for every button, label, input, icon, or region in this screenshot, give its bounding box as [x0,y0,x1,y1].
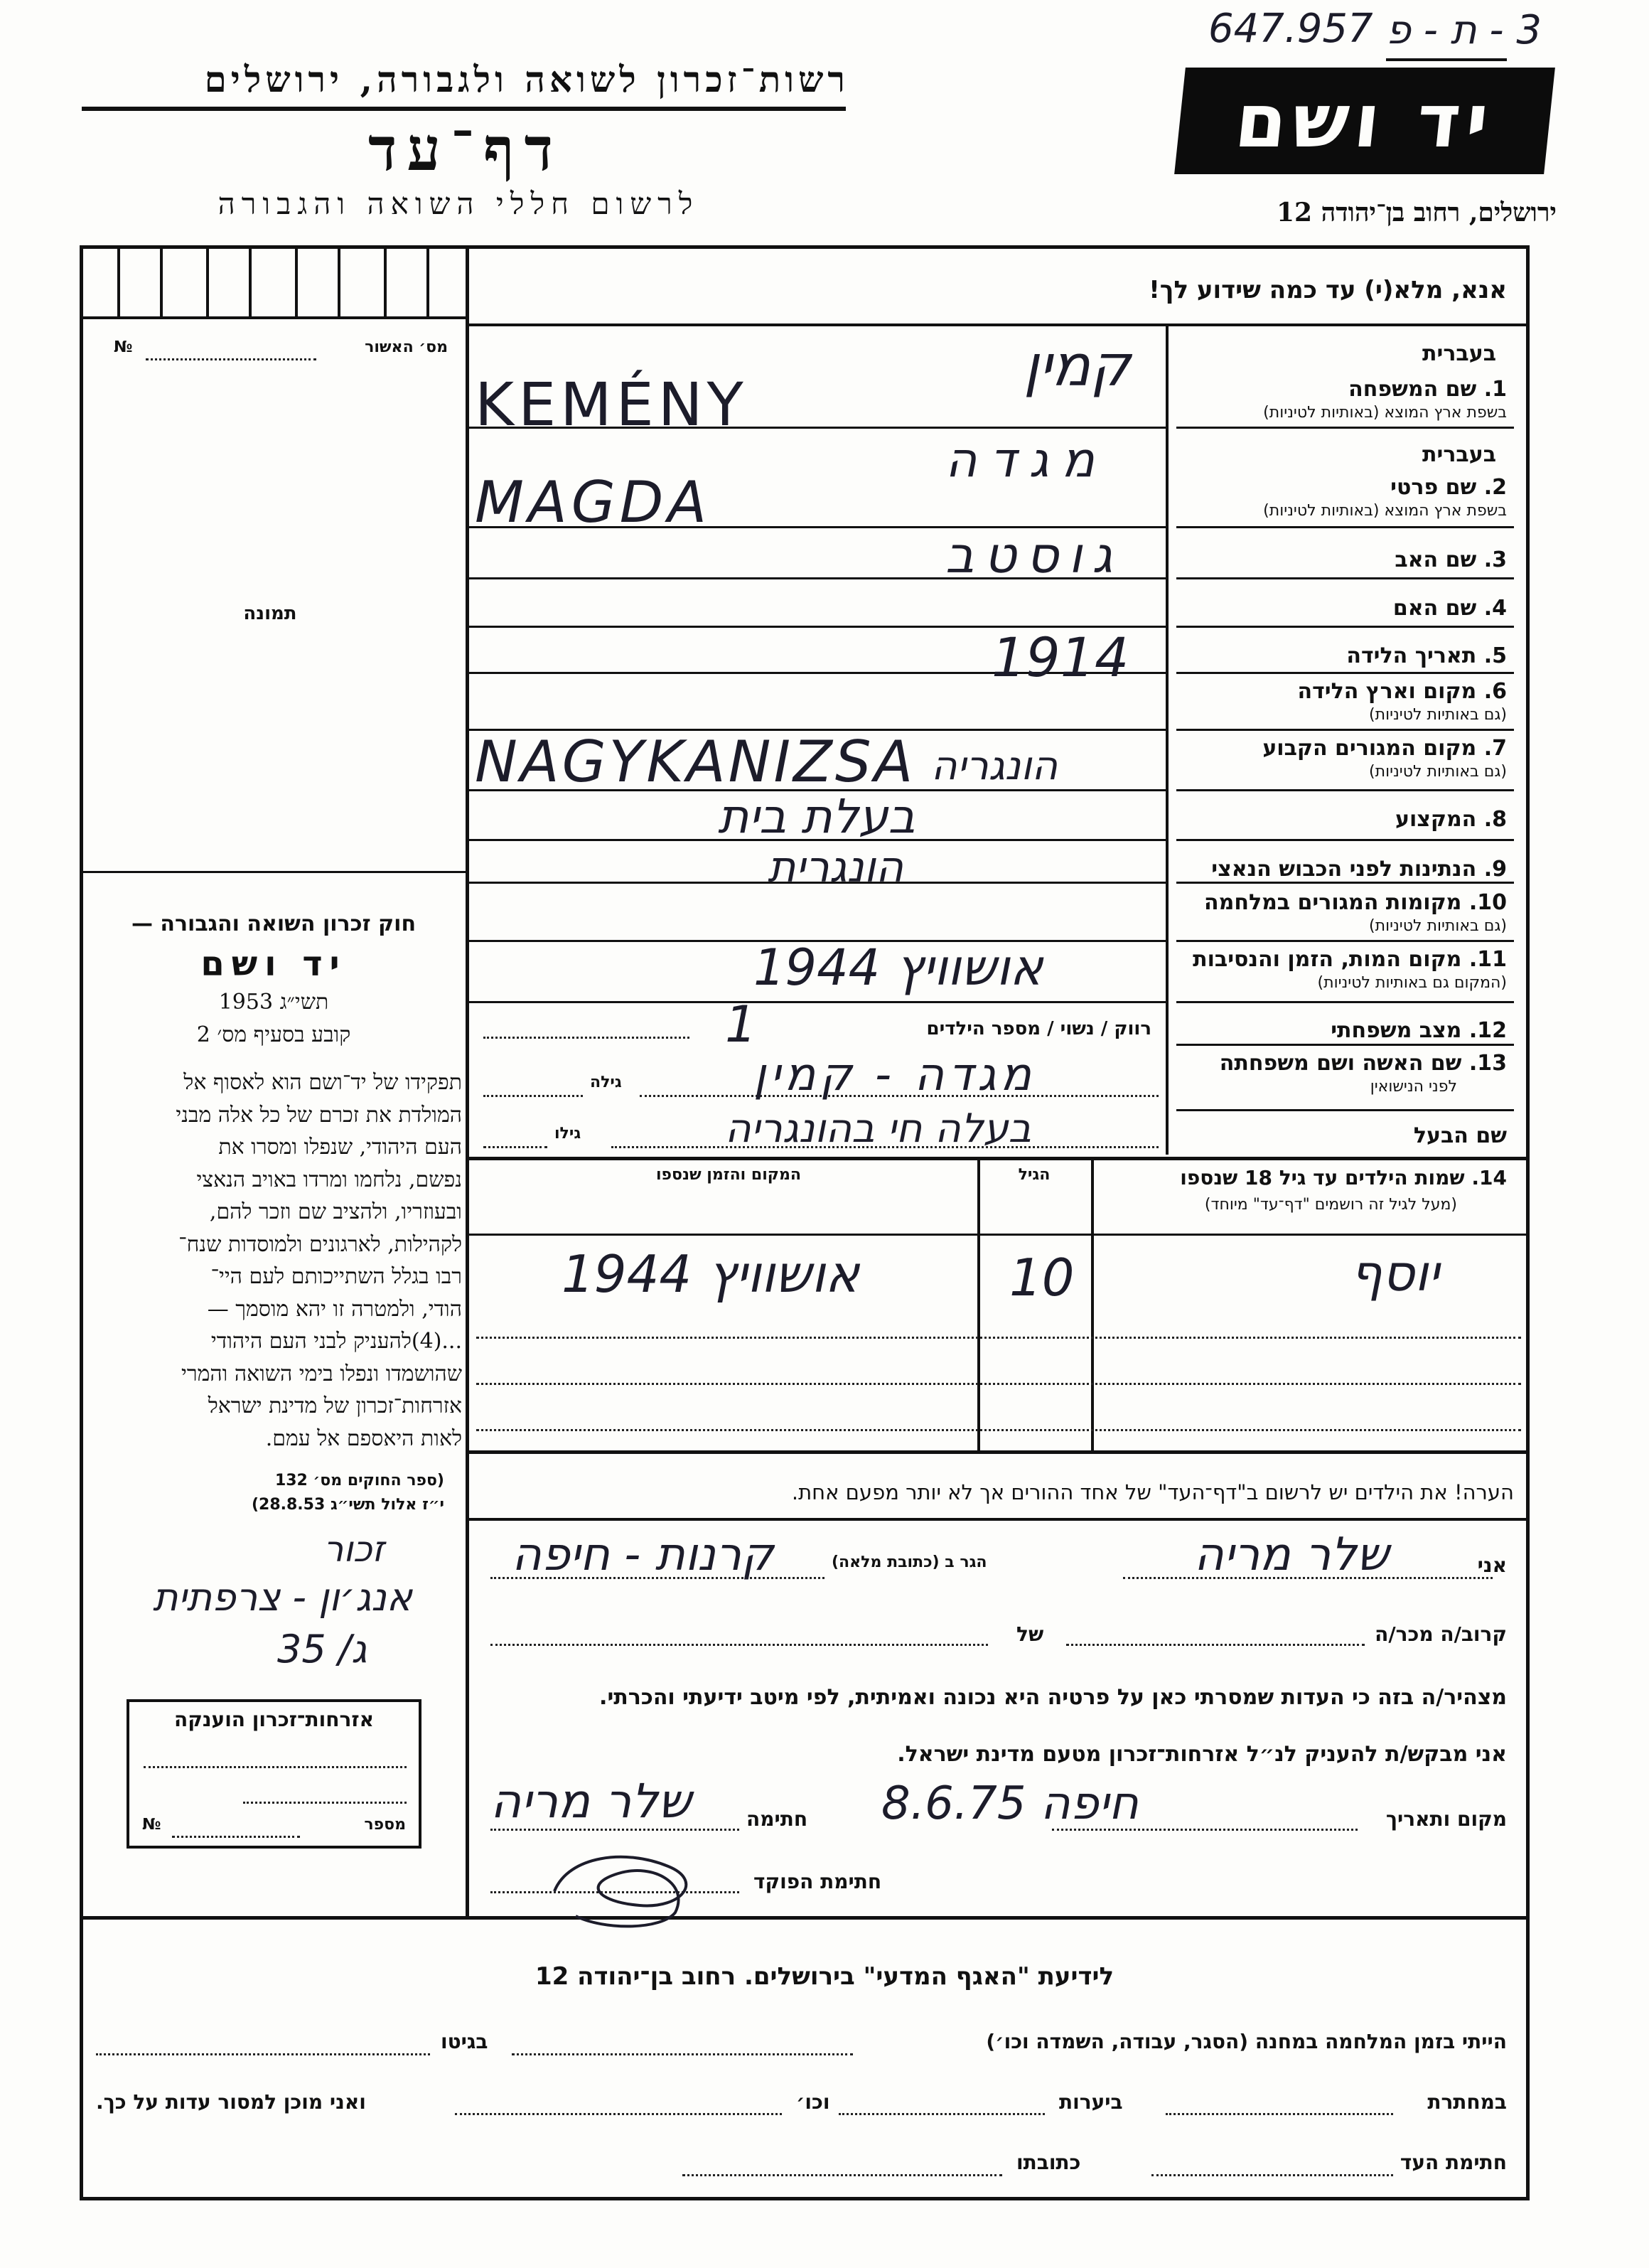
field-7-sub: (גם באותיות לטיניות) [1369,763,1507,781]
field-13-sub: לפני הנישואין [1370,1078,1457,1096]
law-text-line: לקהילות, לארגונים ולמוסדות שנח־ [178,1231,462,1257]
footer-forests-label: ביערות [1059,2090,1123,2114]
law-name: יד ושם [200,944,347,984]
relative-field-2[interactable] [490,1644,988,1646]
death-place-time[interactable]: אושוויץ 1944 [753,938,1043,997]
field-9-text: הנתינות לפני הכבוש הנאצי [1211,857,1477,882]
children-col-2 [1091,1157,1094,1452]
form-intro: אנא, מלא(י) עד כמה שידוע לך! [1149,276,1507,304]
field-1-num: 1. [1483,377,1507,402]
law-text-line: העם היהודי, שנפלו ומסרו את [218,1135,462,1160]
declaration-text: מצהיר/ה בזה כי העדות שמסרתי כאן על פרטיה היא נכונה ואמיתית, לפי מיטב ידיעתי והכרתי. [599,1685,1507,1710]
archive-code-underline [1386,58,1507,61]
residence-latin[interactable]: NAGYKANIZSA [475,729,916,795]
child-death-place[interactable]: אושוויץ 1944 [562,1244,860,1304]
footer-address-field[interactable] [682,2174,1002,2176]
field-2-text: שם פרטי [1390,475,1477,500]
field-1-sub: בשפת ארץ המוצא (באותיות לטיניות) [1263,404,1507,422]
law-text [84,1066,462,1455]
children-col-place: המקום והזמן שנספו [656,1166,801,1184]
footer-etc-field[interactable] [455,2113,782,2115]
signature-label: חתימה [746,1807,808,1831]
child-age[interactable]: 10 [1009,1248,1075,1307]
birth-year[interactable]: 1914 [992,626,1129,689]
law-text-line: נפשם, נלחמו ומרדו באויב הנאצי [196,1167,462,1192]
authority-underline [82,107,846,111]
field-11-num: 11. [1468,947,1507,972]
field-10-label [1204,890,1507,915]
children-label [1180,1166,1507,1189]
wife-name[interactable]: מגדה - קמין [753,1049,1036,1101]
field-11-text: מקום המות, הזמן והנסיבות [1193,947,1462,972]
field-8-num: 8. [1483,807,1507,832]
child-name[interactable]: יוסף [1350,1244,1439,1303]
law-title: חוק זכרון השואה והגבורה — [131,911,417,936]
officer-signature-scribble [540,1841,711,1934]
law-text-line: תפקידו של יד־ושם הוא לאסוף אל [183,1070,462,1095]
father-name[interactable]: גוסטב [945,526,1123,584]
occupation[interactable]: בעלת בית [718,789,915,844]
form-subtitle: לרשום חללי השואה והגבורה [217,186,699,221]
field-4-label [1393,596,1507,621]
declarant-name[interactable]: שלר מריה [1194,1529,1389,1581]
field-11-label [1193,947,1507,972]
law-text-line: לאות היאספם אל עמם. [265,1425,462,1451]
field-5-label [1346,643,1507,668]
field-4-num: 4. [1483,596,1507,621]
field-3-text: שם האב [1395,547,1477,572]
field-12-label [1331,1018,1507,1043]
surname-hebrew[interactable]: קמין [1024,333,1131,399]
signature-field[interactable] [490,1829,739,1831]
law-text-line: ...(4)להעניק לבני העם היהודי [210,1329,462,1354]
field-12-num: 12. [1468,1018,1507,1043]
field-3-num: 3. [1483,547,1507,572]
law-text-line: הודי, ולמטרה זו יהא מוסמך — [207,1296,462,1322]
footer-underground-field[interactable] [1166,2113,1393,2115]
children-header-divider [469,1234,1530,1236]
field-6-sub: (גם באותיות לטיניות) [1369,706,1507,724]
field-13-text: שם האשה ושם משפחתה [1219,1051,1462,1076]
husband-age-field[interactable] [483,1146,547,1148]
footer-etc-label: וכו׳ [796,2090,830,2114]
children-text: שמות הילדים עד גיל 18 שנספו [1180,1166,1465,1189]
field-1-text: שם המשפחה [1348,377,1477,402]
declarant-i-label: אני [1477,1553,1507,1577]
marital-field[interactable] [483,1037,689,1039]
field-11-sub: (המקום גם באותיות לטיניות) [1317,974,1507,992]
field-10-sub: (גם באותיות לטיניות) [1369,917,1507,935]
residence-country[interactable]: הונגריה [931,743,1058,789]
archive-code: 3 - ת - פ [1386,7,1542,53]
footer-address-label: כתובתו [1016,2151,1081,2174]
field-7-label [1262,736,1507,761]
law-text-line: המולדת את זכרם של כל אלה מבני [176,1102,462,1128]
children-table-top [466,1157,1530,1160]
surname-latin[interactable]: KEMÉNY [475,370,748,439]
place-date-label: מקום ותאריך [1385,1807,1507,1831]
field-13-label [1220,1051,1507,1076]
footer-witness-signature-label: חתימת העד [1400,2151,1507,2174]
field-2-num: 2. [1483,475,1507,500]
citizenship-number-field[interactable] [172,1836,300,1838]
logo-address: ירושלים, רחוב בן־יהודה 12 [1276,198,1557,228]
footer-camp-field[interactable] [512,2053,853,2055]
citizenship-no-symbol: № [142,1816,161,1834]
citizenship-number-label: מספר [364,1816,406,1834]
field-6-label [1298,679,1507,704]
law-box-top [80,871,469,873]
field-9-num: 9. [1483,857,1507,882]
field-12-text: מצב משפחתי [1331,1018,1462,1043]
law-ref-2: י״ז אלול תשי״ג 28.8.53) [251,1496,444,1514]
field-4-text: שם האם [1392,596,1477,621]
relative-label: קרוב/ה מכר/ה [1375,1622,1507,1646]
law-clause: קובע בסעיף מס׳ 2 [196,1022,351,1047]
children-num: 14. [1471,1166,1507,1189]
permit-no-symbol: № [114,338,133,356]
children-table-bottom [466,1450,1530,1454]
field-2-label [1390,475,1507,500]
footer-witness-signature-field[interactable] [1151,2174,1393,2176]
marital-inline-label: רווק / נשוי / מספר הילדים [926,1018,1151,1039]
citizenship-line-1[interactable] [144,1766,407,1768]
citizenship-line-2[interactable] [243,1802,407,1804]
footer-testimony-label: ואני מוכן למסור עדות על כך. [96,2090,366,2114]
citizenship-box [127,1699,421,1849]
note-divider [466,1518,1530,1521]
relative-field-1[interactable] [1066,1644,1365,1646]
field-13-num: 13. [1468,1051,1507,1076]
wife-age-label: גילה [590,1074,622,1091]
field-2-sub: בשפת ארץ המוצא (באותיות לטיניות) [1263,502,1507,520]
husband-label: שם הבעל [1413,1123,1507,1148]
intro-divider [466,323,1530,326]
margin-note-3: ג/ 35 [277,1627,367,1671]
footer-camp-label: הייתי בזמן המלחמה במחנה (הסגר, עבודה, השמדה וכו׳) [986,2030,1507,2053]
footer-underground-label: במחתרת [1427,2090,1507,2114]
children-sub: (מעל לגיל זה רושמים "דף־עד" מיוחד) [1204,1196,1457,1214]
declarant-resides-label: הגר ב (כתובת מלאה) [832,1553,987,1571]
label-column-divider [1166,326,1169,1155]
in-hebrew-label-1: בעברית [1422,341,1496,366]
wife-age-field[interactable] [483,1095,583,1097]
archive-number: 647.957 [1208,6,1373,52]
law-year: תשי״ג 1953 [218,990,329,1015]
husband-note[interactable]: בעלה חי בהונגריה [725,1106,1031,1152]
authority-name: רשות־זכרון לשואה ולגבורה, ירושלים [204,58,849,100]
field-10-num: 10. [1468,890,1507,915]
footer-ghetto-label: בגיטו [441,2030,488,2053]
of-label: של [1016,1622,1044,1646]
permit-number-field[interactable] [146,358,316,360]
law-text-line: אזרחות־זכרון של מדינת ישראל [208,1394,462,1418]
field-8-text: המקצוע [1395,807,1477,832]
margin-note-1: זכור [323,1529,385,1570]
law-text-line: שהושמדו ונפלו בימי השואה והמרי [181,1361,462,1386]
children-col-1 [977,1157,980,1452]
officer-signature-label: חתימת הפוקד [753,1870,882,1893]
field-3-label [1395,547,1507,572]
field-5-text: תאריך הלידה [1346,643,1477,668]
field-6-num: 6. [1483,679,1507,704]
firstname-latin[interactable]: MAGDA [475,469,711,535]
children-count[interactable]: 1 [725,995,757,1054]
in-hebrew-label-2: בעברית [1422,442,1496,467]
law-ref-1: (ספר החוקים מס׳ 132 [274,1472,444,1489]
law-text-line: ובעוזריו, ולהציב שם וזכר להם, [209,1199,462,1224]
request-text: אני מבקש/ת להעניק לנ״ל אזרחות־זכרון מטעם מדינת ישראל. [897,1742,1507,1767]
footer-forests-field[interactable] [839,2113,1045,2115]
footer-divider [80,1916,1530,1920]
footer-ghetto-field[interactable] [96,2053,430,2055]
permit-number-row [100,338,455,367]
logo-text: יד ושם [1231,77,1498,164]
children-note: הערה! את הילדים יש לרשום ב"דף־העד" של אחד ההורים אך לא יותר מפעם אחת. [791,1480,1514,1504]
field-7-text: מקום המגורים הקבוע [1262,736,1477,761]
law-text-line: רבו בגלל השתייכותם לעם היי־ [210,1264,462,1289]
margin-note-2: אנג׳ון - צרפתית [153,1575,412,1620]
field-1-label [1348,377,1507,402]
officer-signature-stroke [554,1857,686,1927]
place-date[interactable]: חיפה 8.6.75 [881,1777,1139,1830]
left-column-divider [466,245,469,1916]
firstname-hebrew[interactable]: מגדה [945,432,1107,488]
field-9-label [1211,857,1507,882]
husband-age-label: גילו [554,1125,581,1143]
nationality[interactable]: הונגרית [768,843,904,892]
form-title: דף־עד [367,114,563,184]
permit-label: מס׳ האשור [365,338,448,356]
field-5-num: 5. [1483,643,1507,668]
citizenship-title: אזרחות־זכרון הוענקה [174,1708,374,1731]
field-6-text: מקום וארץ הלידה [1297,679,1477,704]
signature[interactable]: שלר מריה [490,1774,692,1829]
children-col-age: הגיל [1018,1166,1051,1184]
field-8-label [1395,807,1507,832]
declarant-address[interactable]: קרנות - חיפה [512,1529,774,1581]
footer-title: לידיעת "האגף המדעי" בירושלים. רחוב בן־יהודה 12 [535,1962,1114,1991]
yad-vashem-logo [1174,68,1555,174]
photo-label: תמונה [243,603,297,624]
field-10-text: מקומות המגורים במלחמה [1204,890,1462,915]
field-7-num: 7. [1483,736,1507,761]
